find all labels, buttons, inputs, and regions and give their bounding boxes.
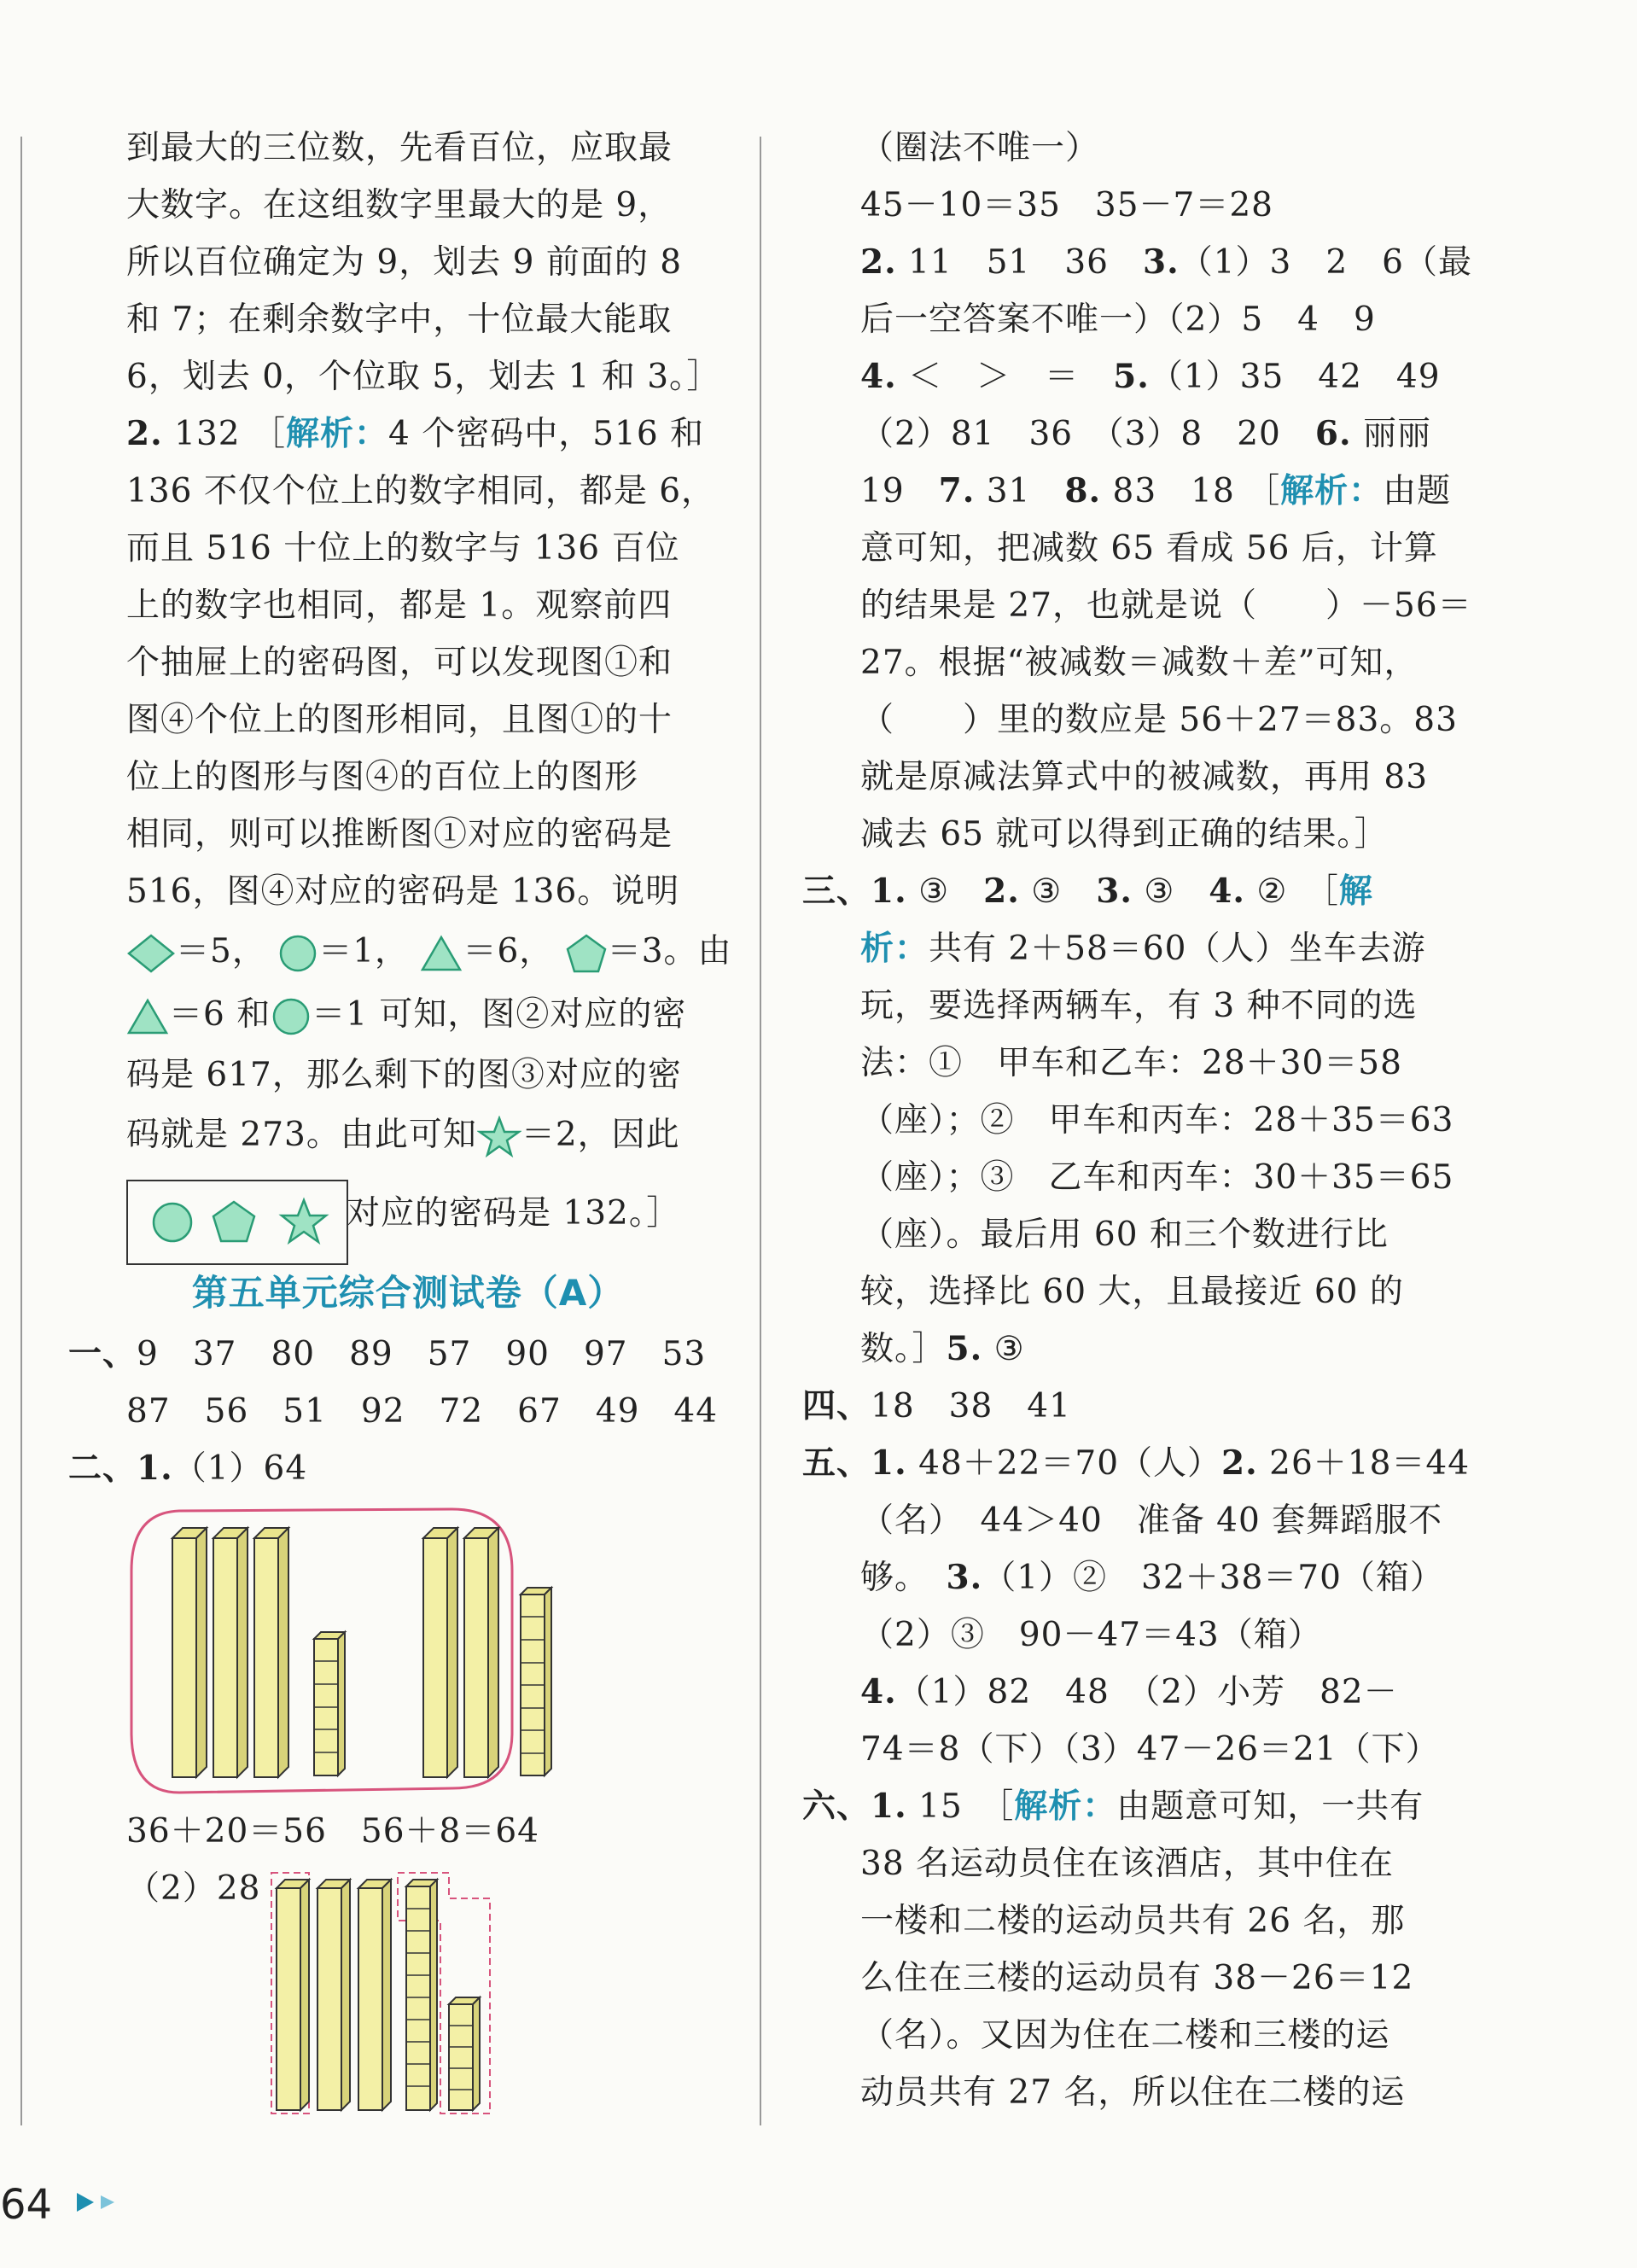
- answer-line: [860, 1549, 1475, 1606]
- text-line: 74＝8（下）（3）47－26＝21（下）: [860, 1730, 1440, 1769]
- ten-rod: [277, 1880, 309, 2110]
- answer: ③: [1132, 872, 1209, 911]
- shape-equation-line: [126, 920, 732, 983]
- equation-text: ＝5，: [176, 932, 266, 971]
- unit-cubes-6: [314, 1632, 345, 1775]
- section-title: 第五单元综合测试卷（A）: [191, 1272, 625, 1314]
- question-number: 1.: [871, 1787, 907, 1826]
- analysis-tag: 解析：: [1014, 1787, 1117, 1826]
- question-number: 2.: [126, 414, 163, 453]
- question-number: 2.: [983, 872, 1020, 911]
- question-number: 1.: [137, 1449, 173, 1488]
- text-line: 意可知，把减数 65 看成 56 后，计算: [860, 529, 1438, 568]
- section-4-line: [802, 1378, 1475, 1435]
- answer-line: [860, 1321, 1475, 1378]
- text-line: 45－10＝35 35－7＝28: [860, 186, 1273, 224]
- answers: 9 37 80 89 57 90 97 53: [137, 1335, 707, 1373]
- analysis-line: [860, 920, 1475, 977]
- star-line: [126, 1104, 724, 1167]
- text-line: （名）。又因为住在二楼和三楼的运: [860, 2016, 1390, 2055]
- text-line: 就是原减法算式中的被减数，再用 83: [860, 758, 1429, 796]
- text: 码就是 273。由此可知: [126, 1116, 477, 1154]
- answer: 11 51 36: [896, 243, 1143, 282]
- question-number: 5.: [1113, 357, 1150, 396]
- text-line: （名） 44＞40 准备 40 套舞蹈服不: [860, 1501, 1443, 1540]
- question-number: 1.: [871, 872, 907, 911]
- analysis-text: 共有 2＋58＝60（人）坐车去游: [929, 930, 1426, 968]
- left-column: [68, 120, 732, 1497]
- triangle-icon: [126, 997, 169, 1036]
- answer: ③: [982, 1330, 1025, 1368]
- section-label: 四、: [802, 1386, 871, 1426]
- answer: （1）35 42 49: [1149, 358, 1441, 396]
- equation-text: ＝6，: [463, 932, 554, 971]
- question-number: 2.: [860, 242, 897, 282]
- text-line: （2）③ 90－47＝43（箱）: [860, 1616, 1322, 1654]
- question-number: 4.: [860, 357, 897, 396]
- text-line: 的结果是 27，也就是说（ ）－56＝: [860, 586, 1472, 625]
- answer-line: [860, 405, 1475, 463]
- answer: ③: [1019, 872, 1097, 911]
- section-label: 一、: [68, 1334, 137, 1373]
- answer: （2）81 36 （3）8 20: [860, 415, 1315, 453]
- text-line: 图④个位上的图形相同，且图①的十: [126, 701, 673, 739]
- text-line: 动员共有 27 名，所以住在二楼的运: [860, 2073, 1406, 2112]
- ten-rod: [317, 1880, 350, 2110]
- question-number: 4.: [1209, 872, 1246, 911]
- question-2-line: [126, 405, 724, 463]
- question-number: 3.: [946, 1558, 983, 1597]
- answer: （1）82 48 （2）小芳 82－: [896, 1673, 1398, 1711]
- text-line: （座）。最后用 60 和三个数进行比: [860, 1216, 1389, 1254]
- section-2-line: [68, 1440, 724, 1497]
- text-line: （圈法不唯一）: [860, 129, 1100, 167]
- circle-icon: [277, 933, 318, 974]
- text-line: 516，图④对应的密码是 136。说明: [126, 872, 680, 911]
- unit-cubes-8: [521, 1588, 551, 1775]
- star-icon: [477, 1116, 521, 1158]
- text-line: 而且 516 十位上的数字与 136 百位: [126, 529, 680, 568]
- section-5-line: [802, 1435, 1475, 1492]
- question-number: 5.: [946, 1329, 983, 1368]
- text-line: 所以百位确定为 9，划去 9 前面的 8: [126, 243, 683, 282]
- answer-line: （2）28: [126, 1869, 261, 1908]
- text-line: 38 名运动员住在该酒店，其中住在: [860, 1845, 1395, 1883]
- text-line: 位上的图形与图④的百位上的图形: [126, 758, 639, 796]
- question-number: 2.: [1221, 1443, 1258, 1483]
- text-line: 相同，则可以推断图①对应的密码是: [126, 815, 673, 854]
- ten-rod: [172, 1528, 207, 1777]
- text-line: 大数字。在这组数字里最大的是 9，: [126, 186, 673, 224]
- question-number: 3.: [1143, 242, 1180, 282]
- section-1-line: [68, 1326, 724, 1383]
- right-column: [802, 120, 1475, 2121]
- pentagon-icon: [565, 933, 608, 974]
- text-line: 较，选择比 60 大，且最接近 60 的: [860, 1273, 1404, 1311]
- section-3-line: [802, 863, 1475, 920]
- answer-line: [860, 234, 1475, 291]
- text-line: 和 7；在剩余数字中，十位最大能取: [126, 300, 673, 339]
- analysis-tag: 解: [1338, 872, 1373, 911]
- text: ＝2，因此: [521, 1116, 680, 1154]
- text: 对应的密码是 132。］: [347, 1194, 681, 1233]
- shape-code-box: [126, 1180, 348, 1265]
- analysis-tag: 解析：: [285, 415, 388, 453]
- equation-text: ＝1 可知，图②对应的密: [312, 995, 687, 1034]
- question-number: 1.: [871, 1443, 907, 1483]
- equation-text: ＝6 和: [169, 995, 271, 1034]
- answer: （1）3 2 6（最: [1179, 243, 1472, 282]
- answer: 18 38 41: [871, 1387, 1071, 1426]
- text-line: 个抽屉上的密码图，可以发现图①和: [126, 644, 673, 682]
- text: 数。］: [860, 1330, 947, 1368]
- text-line: 27。根据“被减数＝减数＋差”可知，: [860, 644, 1419, 682]
- shape-equation-line: [126, 983, 724, 1047]
- section-6-line: [802, 1778, 1475, 1835]
- text-line: 上的数字也相同，都是 1。观察前四: [126, 586, 673, 625]
- answer: ＜ ＞ ＝: [896, 358, 1114, 396]
- equation-text: ＝3。由: [607, 932, 732, 971]
- circle-icon: [154, 1204, 191, 1241]
- analysis-tag: 解析：: [1280, 472, 1384, 510]
- text-line: 玩，要选择两辆车，有 3 种不同的选: [860, 987, 1418, 1025]
- text-line: 码是 617，那么剩下的图③对应的密: [126, 1056, 682, 1094]
- answer: ③: [906, 872, 984, 911]
- left-margin-rule: [20, 137, 22, 2125]
- section-label: 五、: [802, 1443, 871, 1483]
- answer: 31: [975, 472, 1065, 510]
- answer-line: [860, 463, 1475, 520]
- shape-code-figure: [128, 1181, 347, 1263]
- unit-cubes-5: [449, 1997, 480, 2110]
- answer-line: [860, 348, 1475, 405]
- text-line: 后一空答案不唯一）（2）5 4 9: [860, 300, 1376, 339]
- ten-rod: [358, 1880, 391, 2110]
- answer: 26＋18＝44: [1257, 1444, 1471, 1483]
- page-number: 64: [0, 2181, 53, 2229]
- section-label: 三、: [802, 872, 871, 911]
- text-line: （座）；② 甲车和丙车：28＋35＝63: [860, 1101, 1454, 1140]
- text-line: 法：① 甲车和乙车：28＋30＝58: [860, 1044, 1402, 1082]
- answer: 83 18 ［: [1101, 472, 1281, 510]
- triangle-icon: [420, 934, 463, 973]
- question-number: 6.: [1314, 414, 1352, 453]
- question-number: 4.: [860, 1672, 897, 1711]
- ten-rod: [254, 1528, 288, 1777]
- text: 够。: [860, 1559, 947, 1597]
- question-number: 7.: [938, 471, 976, 510]
- answer-line: [860, 1664, 1475, 1721]
- answer: 19: [860, 472, 939, 510]
- answer: 15 ［: [906, 1787, 1015, 1826]
- answer-text: 132 ［: [174, 415, 286, 453]
- analysis-text: 由题: [1383, 472, 1452, 510]
- text-line: 136 不仅个位上的数字相同，都是 6，: [126, 472, 716, 510]
- base-ten-figure-64: [128, 1502, 572, 1810]
- next-arrows-icon: [75, 2189, 135, 2215]
- equation-text: ＝1，: [318, 932, 410, 971]
- section-label: 二、: [68, 1449, 137, 1488]
- text-line: 6，划去 0，个位取 5，划去 1 和 3。］: [126, 358, 721, 396]
- question-number: 8.: [1064, 471, 1102, 510]
- ten-rod: [423, 1528, 457, 1777]
- answer: （1）64: [172, 1449, 308, 1488]
- unit-cubes-10: [406, 1880, 437, 2110]
- pentagon-icon: [213, 1202, 254, 1241]
- text-line: 么住在三楼的运动员有 38－26＝12: [860, 1959, 1414, 1997]
- answer: ② ［: [1245, 872, 1339, 911]
- base-ten-figure-28: [266, 1869, 539, 2125]
- text-line: （ ）里的数应是 56＋27＝83。83: [860, 701, 1458, 739]
- text-line: 到最大的三位数，先看百位，应取最: [126, 129, 673, 167]
- question-number: 3.: [1096, 872, 1133, 911]
- analysis-tag: 析：: [860, 930, 929, 968]
- section-label: 六、: [802, 1787, 871, 1826]
- column-divider: [760, 137, 761, 2125]
- calc-line: 36＋20＝56 56＋8＝64: [126, 1812, 539, 1851]
- analysis-text: 4 个密码中，516 和: [387, 415, 705, 453]
- text-line: （座）；③ 乙车和丙车：30＋35＝65: [860, 1158, 1454, 1197]
- circle-icon: [271, 996, 312, 1037]
- answer: 48＋22＝70（人）: [906, 1444, 1222, 1483]
- analysis-text: 由题意可知，一共有: [1116, 1787, 1424, 1826]
- answers-line: 87 56 51 92 72 67 49 44: [126, 1392, 719, 1431]
- text-line: 减去 65 就可以得到正确的结果。］: [860, 815, 1389, 854]
- ten-rod: [464, 1528, 498, 1777]
- answer: 丽丽: [1351, 415, 1431, 453]
- ten-rod: [213, 1528, 248, 1777]
- diamond-icon: [126, 933, 176, 974]
- answer: （1）② 32＋38＝70（箱）: [982, 1559, 1444, 1597]
- text-line: 一楼和二楼的运动员共有 26 名，那: [860, 1902, 1406, 1940]
- star-icon: [282, 1200, 326, 1242]
